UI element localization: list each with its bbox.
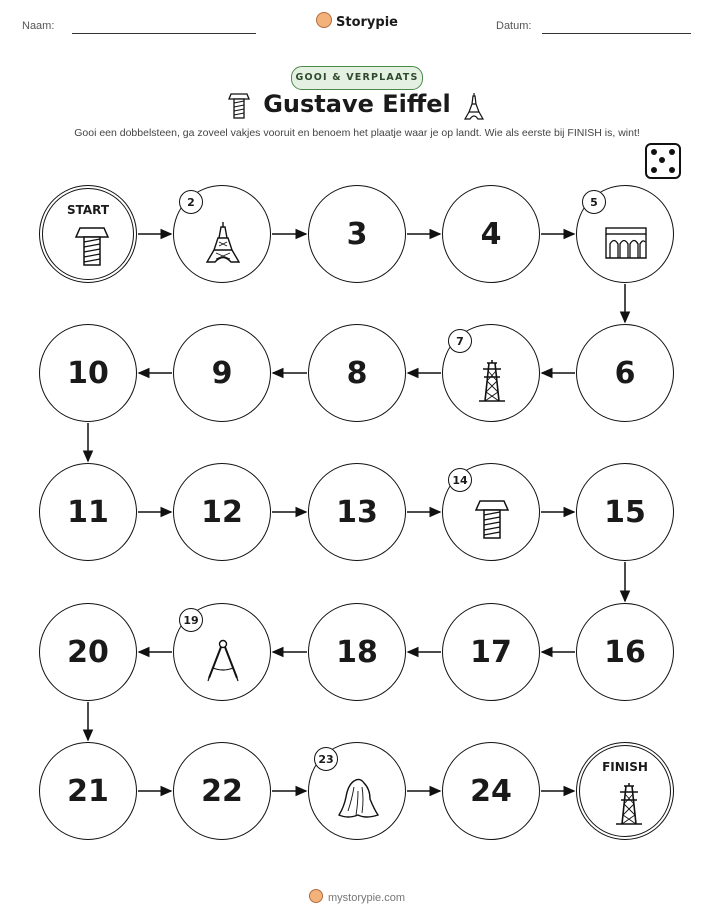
board-cell xyxy=(173,324,271,422)
cell-number-badge: 14 xyxy=(448,468,472,492)
cell-number: 17 xyxy=(470,634,512,670)
cell-number: 8 xyxy=(346,355,368,391)
game-type-tag: GOOI & VERPLAATS xyxy=(291,66,423,90)
board-cell xyxy=(442,742,540,840)
cell-number: 21 xyxy=(67,773,109,809)
pylon-icon xyxy=(470,359,514,403)
board-cell xyxy=(173,742,271,840)
board-cell xyxy=(308,324,406,422)
start-label: START xyxy=(66,203,110,217)
compass-icon xyxy=(201,638,245,682)
cloth-icon xyxy=(336,777,380,821)
eiffel-tower-icon xyxy=(201,220,245,264)
cell-number: 24 xyxy=(470,773,512,809)
cell-number: 6 xyxy=(614,355,636,391)
board-cell xyxy=(442,463,540,561)
cell-number-badge: 7 xyxy=(448,329,472,353)
board-cell xyxy=(576,185,674,283)
board-cell xyxy=(308,742,406,840)
board-cell xyxy=(576,324,674,422)
date-label: Datum: xyxy=(496,20,532,32)
board-cell xyxy=(39,742,137,840)
cell-number-badge: 19 xyxy=(179,608,203,632)
board-cell xyxy=(576,603,674,701)
start-cell xyxy=(39,185,137,283)
bolt-icon xyxy=(470,498,514,542)
name-label: Naam: xyxy=(22,20,55,32)
board-cell xyxy=(308,185,406,283)
footer-url: mystorypie.com xyxy=(327,892,406,904)
aqueduct-icon xyxy=(604,220,648,264)
board-cell xyxy=(39,463,137,561)
finish-cell xyxy=(576,742,674,840)
brand-name: Storypie xyxy=(336,15,398,30)
cell-number-badge: 23 xyxy=(314,747,338,771)
pylon-icon xyxy=(607,782,651,826)
board-cell xyxy=(173,603,271,701)
cell-number: 4 xyxy=(480,216,502,252)
board-cell xyxy=(442,603,540,701)
board-cell xyxy=(308,603,406,701)
cell-number: 11 xyxy=(67,494,109,530)
cell-number: 20 xyxy=(67,634,109,670)
cell-number: 3 xyxy=(346,216,368,252)
page-title: Gustave Eiffel xyxy=(263,90,451,118)
cell-number: 22 xyxy=(201,773,243,809)
board-cell xyxy=(173,185,271,283)
instructions: Gooi een dobbelsteen, ga zoveel vakjes vooruit en benoem het plaatje waar je op landt. Wie als eerste bij FINISH is, wint! xyxy=(74,127,640,139)
cell-number: 15 xyxy=(604,494,646,530)
storypie-logo-icon xyxy=(309,889,323,903)
cell-number: 12 xyxy=(201,494,243,530)
finish-label: FINISH xyxy=(602,760,648,774)
cell-number: 10 xyxy=(67,355,109,391)
board-cell xyxy=(173,463,271,561)
board-cell xyxy=(39,324,137,422)
board-cell xyxy=(442,185,540,283)
bolt-icon xyxy=(70,225,114,269)
cell-number: 16 xyxy=(604,634,646,670)
cell-number: 13 xyxy=(336,494,378,530)
cell-number-badge: 2 xyxy=(179,190,203,214)
board-cell xyxy=(442,324,540,422)
cell-number: 18 xyxy=(336,634,378,670)
board-cell xyxy=(39,603,137,701)
board-cell xyxy=(576,463,674,561)
cell-number: 9 xyxy=(211,355,233,391)
footer xyxy=(0,889,714,904)
cell-number-badge: 5 xyxy=(582,190,606,214)
board-cell xyxy=(308,463,406,561)
